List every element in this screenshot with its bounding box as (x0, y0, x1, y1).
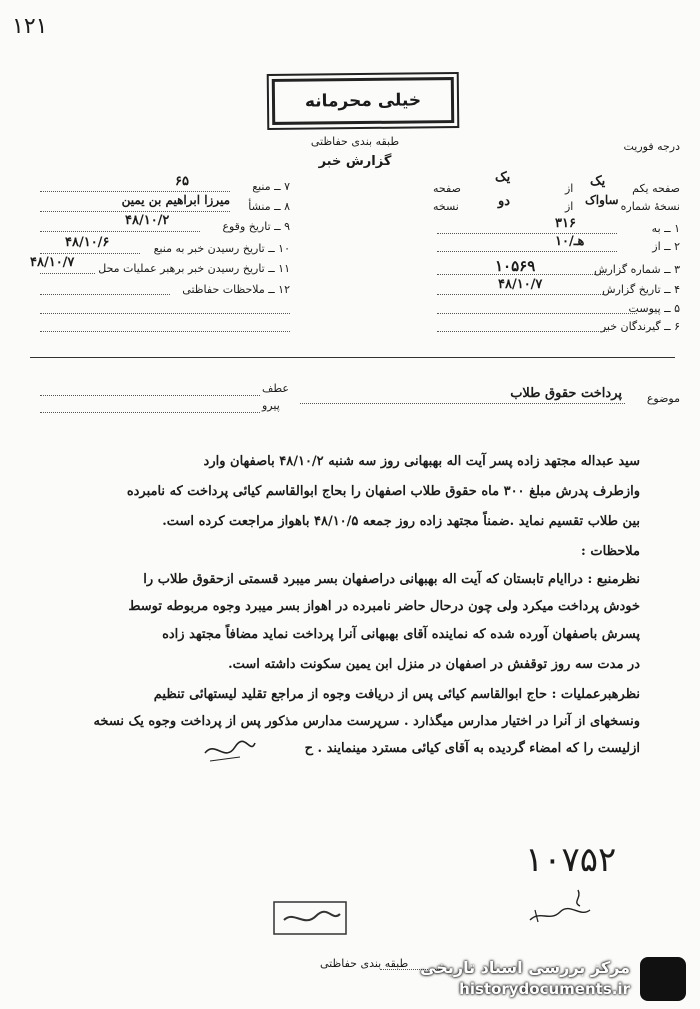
field-line (40, 210, 230, 212)
handwritten-number: ۱۰۷۵۲ (525, 840, 617, 880)
field-end-label: نسخه (433, 200, 459, 213)
body-line: ازلیست را که امضاء گردیده به آقای کیائی مسترد مینمایند . ح (304, 741, 640, 756)
field-line (437, 330, 607, 332)
body-line: ونسخهای از آنرا در اختیار مدارس میگذارد . سرپرست مدارس مذکور پس از پرداخت وجوه یک نسخه (93, 714, 640, 729)
body-line: سید عبداله مجتهد زاده پسر آیت اله بهبهانی روز سه شنبه ۴۸/۱۰/۲ باصفهان وارد (203, 454, 640, 469)
subject-value: پرداخت حقوق طلاب (510, 386, 622, 401)
field-line (40, 190, 230, 192)
peyro-line (40, 411, 260, 413)
field-label: ۵ ــ پیوست (628, 302, 680, 315)
watermark-url: historydocuments.ir (459, 980, 630, 998)
field-label: نسخهٔ شماره (620, 200, 680, 213)
classification-label: طبقه بندی حفاظتی (310, 135, 400, 148)
field-line (40, 330, 290, 332)
field-value: ۴۸/۱۰/۶ (65, 235, 110, 250)
field-label: ۷ ــ منبع (252, 180, 290, 193)
peyro-label: پیرو (262, 399, 280, 412)
field-value: میرزا ابراهیم بن یمین (121, 193, 230, 207)
signature-mark (200, 735, 260, 765)
field-label: ۳ ــ شماره گزارش (594, 263, 680, 276)
atf-line (40, 394, 260, 396)
field-line (437, 273, 607, 275)
atf-label: عطف (262, 382, 289, 395)
field-label: ۲ ــ از (652, 240, 680, 253)
field-line (437, 312, 637, 314)
priority-label: درجه فوریت (623, 140, 680, 153)
field-value: ۴۸/۱۰/۷ (30, 255, 75, 270)
field-line (40, 230, 200, 232)
body-line: در مدت سه روز توقفش در اصفهان در منزل ابن یمین سکونت داشته است. (228, 657, 640, 672)
footer-classification: طبقه بندی حفاظتی (320, 957, 409, 970)
field-label: صفحه یکم (632, 182, 680, 195)
field-mid-value: یک (495, 170, 511, 185)
field-label: ۹ ــ تاریخ وقوع (222, 220, 290, 233)
body-line: خودش پرداخت میکرد ولی چون درحال حاضر نامبرده در اهواز بسر میبرد وجوه مربوطه توسط (128, 599, 640, 614)
body-line: ملاحظات : (581, 544, 640, 559)
field-label: ۶ ــ گیرندگان خبر (600, 320, 680, 333)
field-value: ۱۰/هـ (555, 234, 585, 249)
stamp-remnant (270, 898, 350, 938)
archive-logo-icon (640, 957, 686, 1001)
field-mid-label: از (565, 182, 574, 195)
field-mid-value: دو (498, 194, 511, 209)
page-number: ۱۲۱ (12, 14, 48, 39)
field-value: ۱۰۵۶۹ (495, 257, 536, 275)
field-label: ۱ ــ به (651, 222, 680, 235)
body-line: نظرمنبع : دراایام تابستان که آیت اله بهبهانی دراصفهان بسر میبرد قسمتی ازحقوق طلاب را (143, 572, 640, 587)
classification-stamp: خیلی محرمانه (272, 77, 454, 125)
field-line (40, 293, 170, 295)
field-label: ۸ ــ منشأ (248, 200, 290, 213)
field-value: ۴۸/۱۰/۷ (498, 277, 543, 292)
field-label: ۱۲ ــ ملاحظات حفاظتی (182, 283, 290, 296)
field-label: ۴ ــ تاریخ گزارش (602, 283, 680, 296)
field-value: ۶۵ (175, 174, 189, 189)
field-line (40, 312, 290, 314)
field-line (40, 272, 95, 274)
field-end-label: صفحه (433, 182, 461, 195)
field-label: ۱۰ ــ تاریخ رسیدن خبر به منبع (153, 242, 290, 255)
field-value: یک (590, 174, 606, 189)
body-line: وازطرف پدرش مبلغ ۳۰۰ ماه حقوق طلاب اصفهان را بحاج ابوالقاسم کیائی پرداخت که نامبرده (126, 484, 640, 499)
body-line: پسرش باصفهان آورده شده که نماینده آقای بهبهانی آنرا پرداخت نماید مضافاً مجتهد زاده (162, 627, 640, 642)
field-label: ۱۱ ــ تاریخ رسیدن خبر برهبر عملیات محل (98, 262, 290, 275)
field-value: ساواک (585, 193, 619, 207)
body-line: نظرهبرعملیات : حاج ابوالقاسم کیائی پس از دریافت وجوه از مراجع تقلید لیستهائی تنظیم (153, 687, 640, 702)
header-separator (30, 357, 675, 358)
watermark-name: مرکز بررسی اسناد تاریخی (420, 958, 630, 977)
field-line (40, 252, 140, 254)
field-line (437, 293, 607, 295)
subject-line (300, 402, 625, 404)
field-line (437, 250, 617, 252)
handwritten-annotation (520, 880, 600, 930)
body-line: بین طلاب تقسیم نماید .ضمناً مجتهد زاده روز جمعه ۴۸/۱۰/۵ باهواز مراجعت کرده است. (162, 514, 640, 529)
field-value: ۳۱۶ (555, 216, 576, 231)
field-mid-label: از (565, 200, 574, 213)
report-title: گزارش خبر (318, 154, 392, 169)
field-line (437, 232, 617, 234)
subject-label: موضوع (646, 392, 680, 405)
field-value: ۴۸/۱۰/۲ (125, 213, 170, 228)
